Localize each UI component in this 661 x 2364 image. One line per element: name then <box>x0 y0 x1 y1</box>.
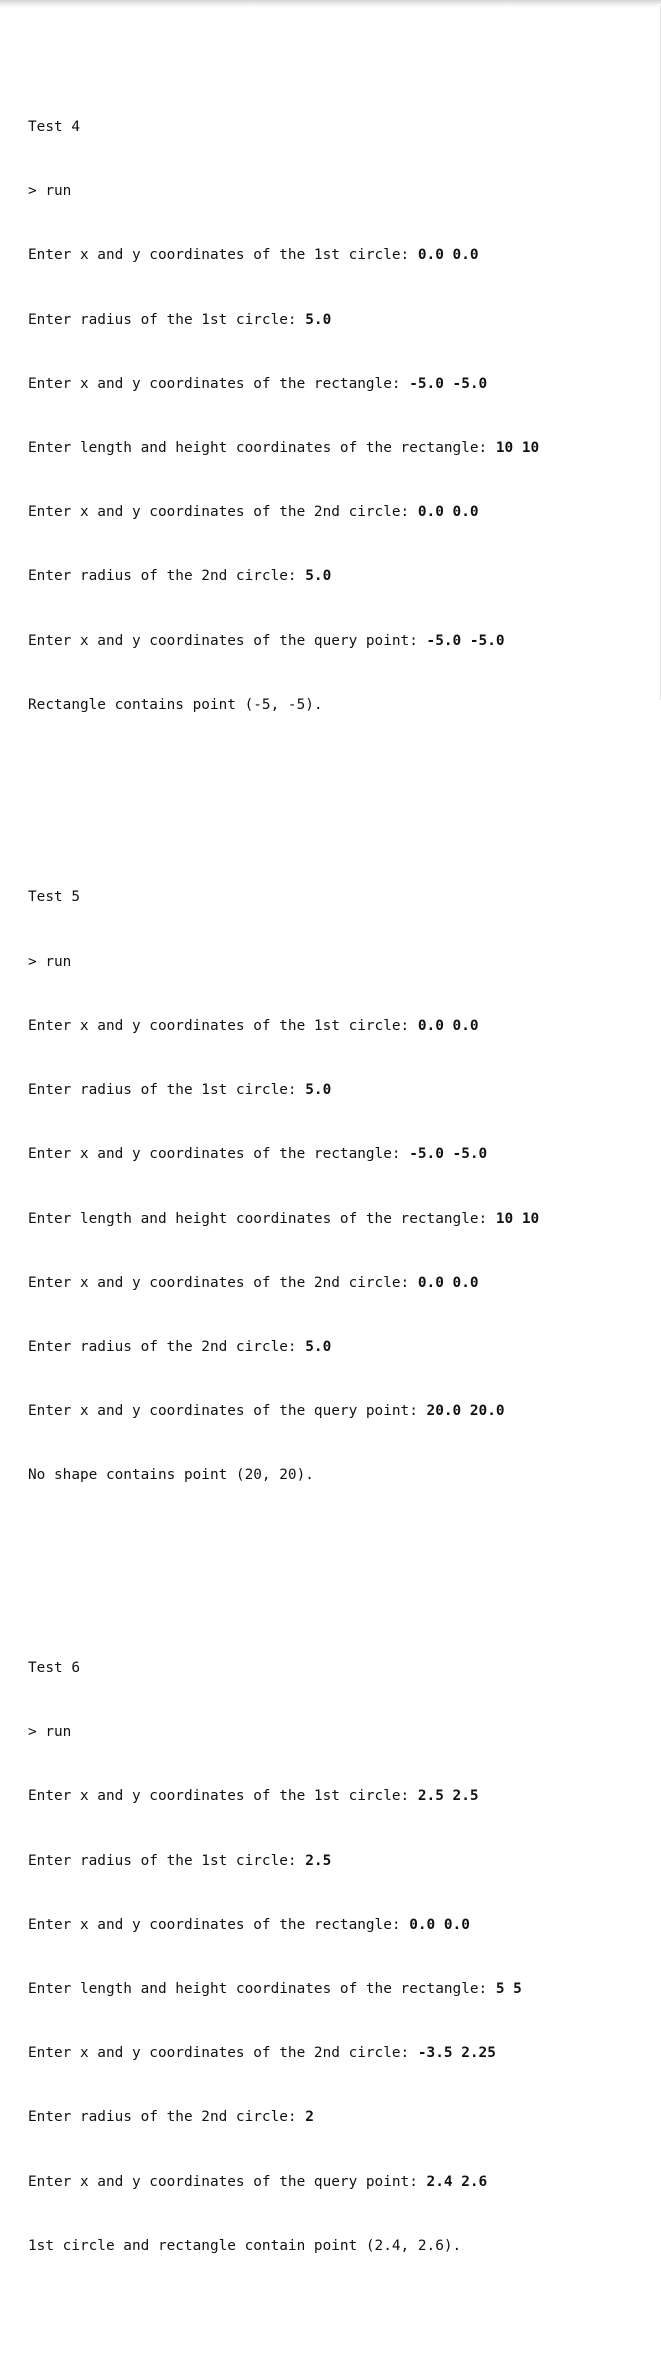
input-value: 10 10 <box>495 440 540 457</box>
console-line <box>28 1016 539 1037</box>
input-value: 0.0 0.0 <box>409 1916 470 1933</box>
input-value: 0.0 0.0 <box>417 1274 479 1291</box>
result-line <box>28 2236 539 2257</box>
console-line <box>28 2107 539 2128</box>
input-value: 2.5 2.5 <box>417 1788 479 1805</box>
input-value: 20.0 20.0 <box>426 1403 505 1420</box>
test-block-4 <box>28 74 539 759</box>
console-line <box>28 1786 539 1807</box>
test-title: Test 6 <box>28 1659 80 1676</box>
result-text: 1st circle and rectangle contain point (2.4, 2.6). <box>28 2237 462 2254</box>
prompt-text: Enter x and y coordinates of the query point: <box>28 632 427 649</box>
input-value: 0.0 0.0 <box>417 1017 479 1034</box>
console-line <box>28 566 539 587</box>
prompt-text: Enter x and y coordinates of the query point: <box>28 2173 427 2190</box>
prompt-text: Enter radius of the 1st circle: <box>28 1082 306 1099</box>
console-line <box>28 2043 539 2064</box>
input-value: -5.0 -5.0 <box>409 375 488 392</box>
console-line <box>28 1401 539 1422</box>
result-line <box>28 1465 539 1486</box>
prompt-text: Enter radius of the 1st circle: <box>28 1852 306 1869</box>
result-text: Rectangle contains point (-5, -5). <box>28 696 323 713</box>
prompt-text: Enter x and y coordinates of the 2nd circle: <box>28 504 418 521</box>
console-line <box>28 1915 539 1936</box>
console-line <box>28 1337 539 1358</box>
input-value: -5.0 -5.0 <box>409 1146 488 1163</box>
input-value: 0.0 0.0 <box>417 247 479 264</box>
console-line <box>28 502 539 523</box>
result-text: No shape contains point (20, 20). <box>28 1467 314 1484</box>
console-line <box>28 245 539 266</box>
prompt-text: > run <box>28 1724 72 1741</box>
console-line <box>28 1209 539 1230</box>
console-line <box>28 2172 539 2193</box>
prompt-text: Enter x and y coordinates of the rectangle: <box>28 1146 410 1163</box>
prompt-text: Enter x and y coordinates of the 2nd circle: <box>28 2045 418 2062</box>
input-value: 2.5 <box>305 1852 332 1869</box>
input-value: -3.5 2.25 <box>417 2045 496 2062</box>
console-line <box>28 1979 539 2000</box>
console-line <box>28 181 539 202</box>
console-line <box>28 1722 539 1743</box>
prompt-text: Enter radius of the 2nd circle: <box>28 1338 306 1355</box>
prompt-text: Enter x and y coordinates of the query point: <box>28 1403 427 1420</box>
test-block-5 <box>28 845 539 1530</box>
input-value: 5.0 <box>305 1338 332 1355</box>
console-line <box>28 374 539 395</box>
input-value: 5.0 <box>305 568 332 585</box>
test-block-6 <box>28 1615 539 2300</box>
input-value: 2.4 2.6 <box>426 2173 488 2190</box>
input-value: 5.0 <box>305 1082 332 1099</box>
result-line <box>28 695 539 716</box>
console-line <box>28 1080 539 1101</box>
console-output <box>28 10 539 2364</box>
prompt-text: Enter x and y coordinates of the rectangle: <box>28 1916 410 1933</box>
prompt-text: Enter length and height coordinates of the rectangle: <box>28 1210 496 1227</box>
test-title: Test 5 <box>28 889 80 906</box>
top-shadow <box>0 0 661 8</box>
console-line <box>28 310 539 331</box>
console-line <box>28 952 539 973</box>
console-line <box>28 1273 539 1294</box>
prompt-text: Enter length and height coordinates of the rectangle: <box>28 440 496 457</box>
prompt-text: Enter length and height coordinates of the rectangle: <box>28 1980 496 1997</box>
prompt-text: Enter radius of the 2nd circle: <box>28 568 306 585</box>
prompt-text: Enter radius of the 1st circle: <box>28 311 306 328</box>
input-value: 2 <box>305 2109 314 2126</box>
console-line <box>28 438 539 459</box>
input-value: 5 5 <box>495 1980 522 1997</box>
input-value: 5.0 <box>305 311 332 328</box>
prompt-text: Enter x and y coordinates of the 1st circle: <box>28 1788 418 1805</box>
input-value: 10 10 <box>495 1210 540 1227</box>
console-line <box>28 1851 539 1872</box>
prompt-text: Enter x and y coordinates of the 1st circle: <box>28 1017 418 1034</box>
input-value: -5.0 -5.0 <box>426 632 505 649</box>
prompt-text: Enter x and y coordinates of the rectangle: <box>28 375 410 392</box>
prompt-text: > run <box>28 183 72 200</box>
console-line <box>28 631 539 652</box>
prompt-text: > run <box>28 953 72 970</box>
prompt-text: Enter radius of the 2nd circle: <box>28 2109 306 2126</box>
test-title: Test 4 <box>28 119 80 136</box>
prompt-text: Enter x and y coordinates of the 1st circle: <box>28 247 418 264</box>
input-value: 0.0 0.0 <box>417 504 479 521</box>
console-line <box>28 1144 539 1165</box>
prompt-text: Enter x and y coordinates of the 2nd circle: <box>28 1274 418 1291</box>
